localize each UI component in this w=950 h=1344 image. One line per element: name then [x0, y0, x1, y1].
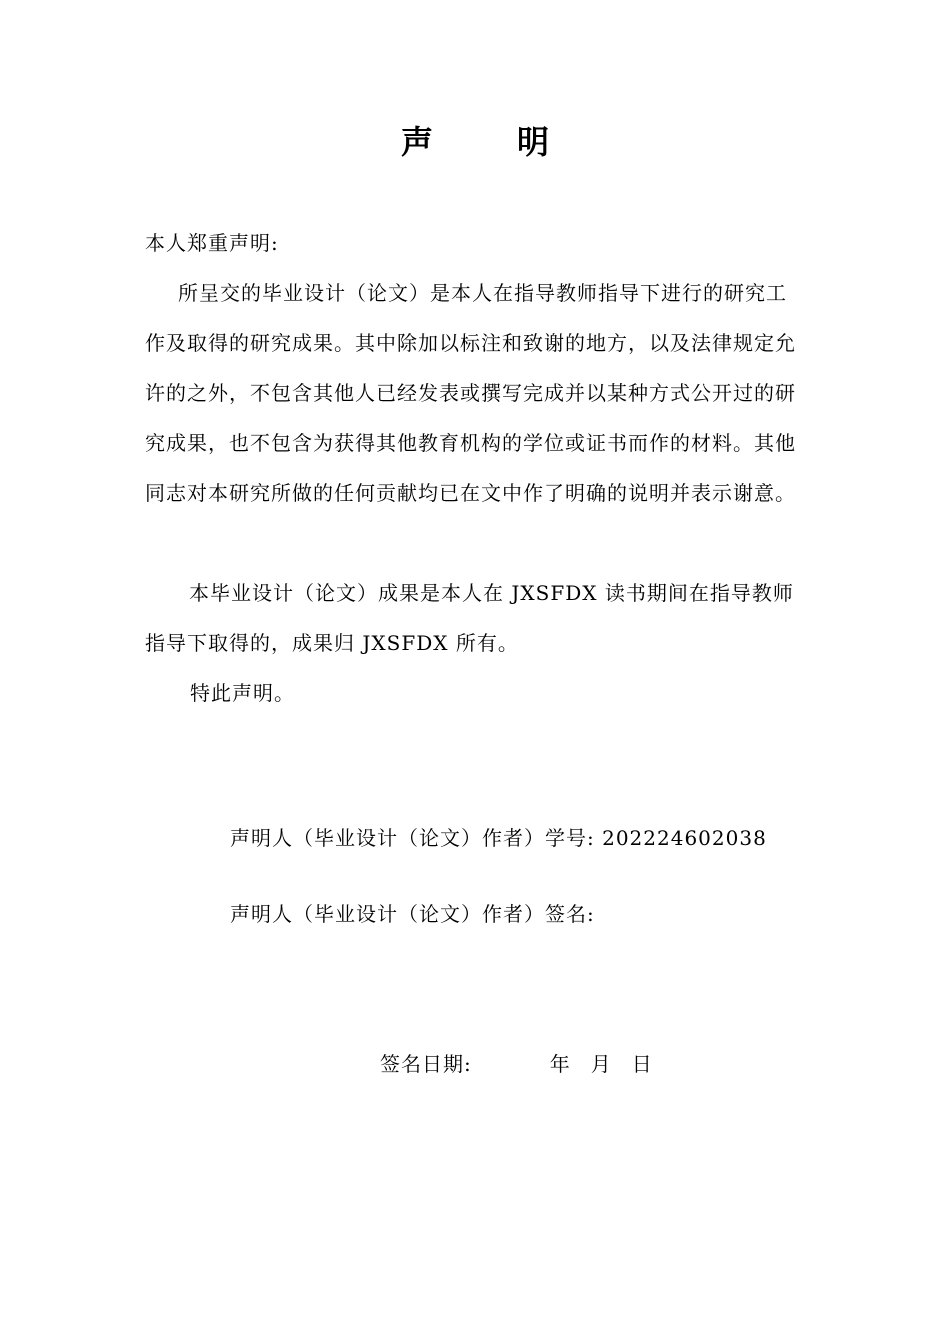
student-id-label: 声明人（毕业设计（论文）作者）学号:: [230, 826, 595, 850]
closing-statement: 特此声明。: [190, 681, 295, 705]
date-day: 日: [631, 1052, 653, 1076]
date-year: 年: [549, 1052, 571, 1076]
student-id-value: 202224602038: [602, 826, 767, 850]
title-char-1: 声: [400, 123, 433, 161]
title-char-2: 明: [517, 123, 550, 161]
declaration-paragraph-2: 本毕业设计（论文）成果是本人在 JXSFDX 读书期间在指导教师指导下取得的，成果归 JXSFDX 所有。: [145, 581, 794, 655]
greeting: 本人郑重声明:: [145, 231, 279, 255]
signature-label: 声明人（毕业设计（论文）作者）签名:: [230, 902, 595, 926]
student-id-line: [230, 818, 767, 858]
signature-line: [230, 894, 595, 934]
signature-date-line: [380, 1044, 653, 1084]
page-title: [0, 120, 950, 164]
declaration-paragraph-1: 所呈交的毕业设计（论文）是本人在指导教师指导下进行的研究工作及取得的研究成果。其中除加以标注和致谢的地方，以及法律规定允许的之外，不包含其他人已经发表或撰写完成并以某种方式公开过的研究成果，也不包含为获得其他教育机构的学位或证书而作的材料。其他同志对本研究所做的任何贡献均已在文中作了明确的说明并表示谢意。: [145, 281, 796, 505]
date-month: 月: [590, 1052, 612, 1076]
date-label: 签名日期:: [380, 1052, 472, 1076]
